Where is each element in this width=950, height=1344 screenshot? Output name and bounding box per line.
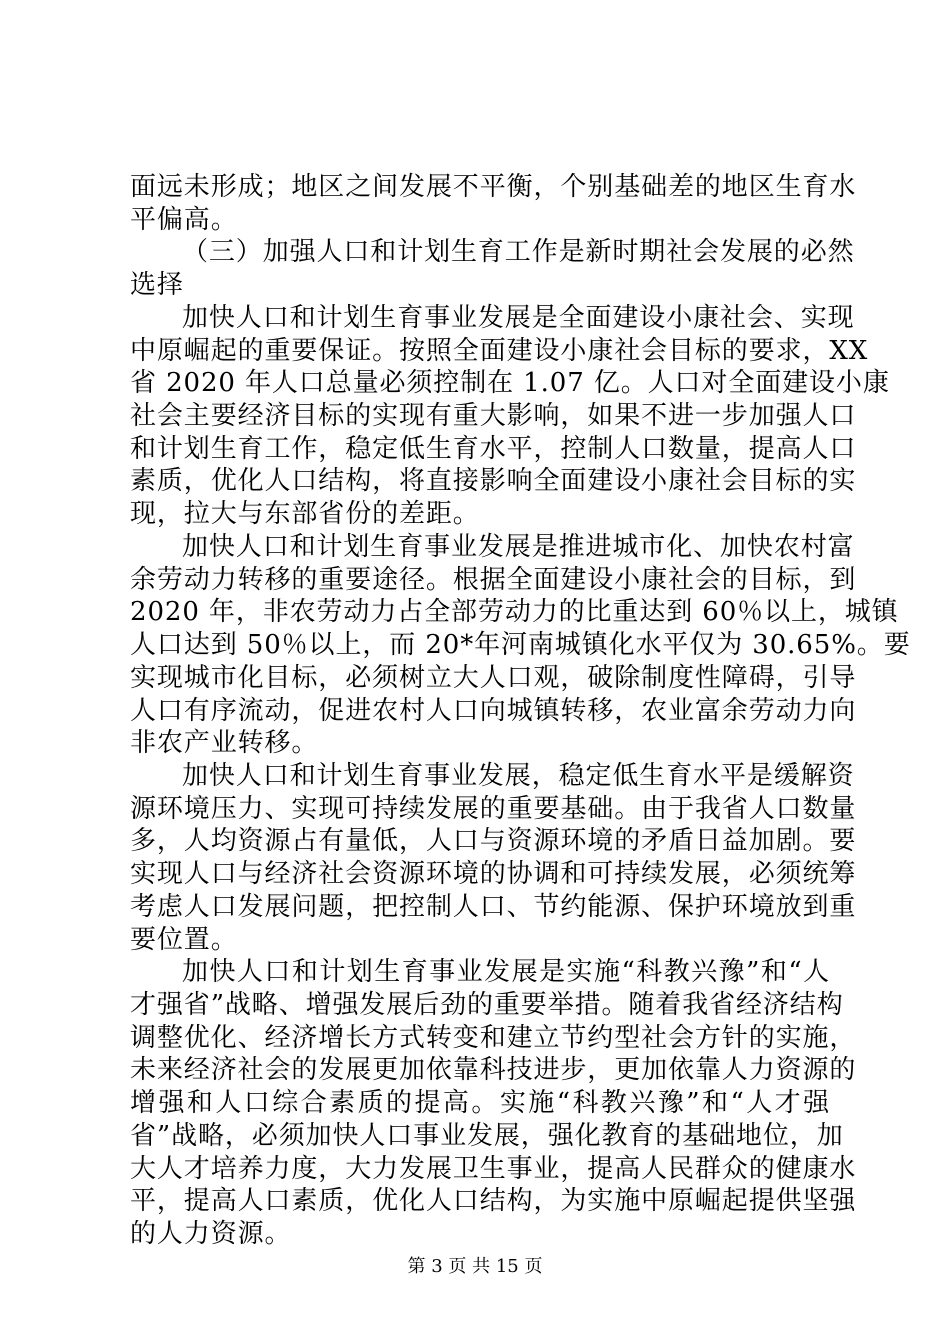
body-line: 实现人口与经济社会资源环境的协调和可持续发展，必须统筹 xyxy=(130,859,857,889)
body-line: 非农产业转移。 xyxy=(130,728,319,758)
body-line: 中原崛起的重要保证。按照全面建设小康社会目标的要求，XX xyxy=(130,336,869,366)
body-line: 的人力资源。 xyxy=(130,1219,292,1249)
body-line: 人口有序流动，促进农村人口向城镇转移，农业富余劳动力向 xyxy=(130,696,857,726)
body-line: 大人才培养力度，大力发展卫生事业，提高人民群众的健康水 xyxy=(130,1154,857,1184)
page-number-footer: 第 3 页 共 15 页 xyxy=(407,1256,543,1277)
body-line: 加快人口和计划生育事业发展，稳定低生育水平是缓解资 xyxy=(182,761,855,791)
body-line: 考虑人口发展问题，把控制人口、节约能源、保护环境放到重 xyxy=(130,892,857,922)
body-line: 人口达到 50％以上，而 20*年河南城镇化水平仅为 30.65%。要 xyxy=(130,630,911,660)
body-line: 要位置。 xyxy=(130,925,238,955)
body-line: 加快人口和计划生育事业发展是实施“科教兴豫”和“人 xyxy=(182,957,830,987)
body-line: 2020 年，非农劳动力占全部劳动力的比重达到 60％以上，城镇 xyxy=(130,597,899,627)
body-line: 省 2020 年人口总量必须控制在 1.07 亿。人口对全面建设小康 xyxy=(130,368,890,398)
body-line: 现，拉大与东部省份的差距。 xyxy=(130,499,480,529)
body-line: 多，人均资源占有量低，人口与资源环境的矛盾日益加剧。要 xyxy=(130,826,857,856)
section-heading-line: （三）加强人口和计划生育工作是新时期社会发展的必然 xyxy=(182,237,855,267)
body-line: 加快人口和计划生育事业发展是全面建设小康社会、实现 xyxy=(182,303,855,333)
body-line: 平，提高人口素质，优化人口结构，为实施中原崛起提供坚强 xyxy=(130,1186,857,1216)
body-line: 余劳动力转移的重要途径。根据全面建设小康社会的目标，到 xyxy=(130,565,857,595)
body-line: 面远未形成；地区之间发展不平衡，个别基础差的地区生育水 xyxy=(130,172,857,202)
body-line: 和计划生育工作，稳定低生育水平，控制人口数量，提高人口 xyxy=(130,434,857,464)
body-line: 省”战略，必须加快人口事业发展，强化教育的基础地位，加 xyxy=(130,1121,844,1151)
body-line: 增强和人口综合素质的提高。实施“科教兴豫”和“人才强 xyxy=(130,1088,830,1118)
body-line: 实现城市化目标，必须树立大人口观，破除制度性障碍，引导 xyxy=(130,663,857,693)
body-line: 加快人口和计划生育事业发展是推进城市化、加快农村富 xyxy=(182,532,855,562)
body-line: 未来经济社会的发展更加依靠科技进步，更加依靠人力资源的 xyxy=(130,1055,857,1085)
body-line: 平偏高。 xyxy=(130,205,238,235)
body-line: 社会主要经济目标的实现有重大影响，如果不进一步加强人口 xyxy=(130,401,857,431)
body-line: 素质，优化人口结构，将直接影响全面建设小康社会目标的实 xyxy=(130,466,857,496)
section-heading-line: 选择 xyxy=(130,270,184,300)
body-line: 源环境压力、实现可持续发展的重要基础。由于我省人口数量 xyxy=(130,794,857,824)
body-line: 才强省”战略、增强发展后劲的重要举措。随着我省经济结构 xyxy=(130,990,844,1020)
body-line: 调整优化、经济增长方式转变和建立节约型社会方针的实施， xyxy=(130,1023,857,1053)
